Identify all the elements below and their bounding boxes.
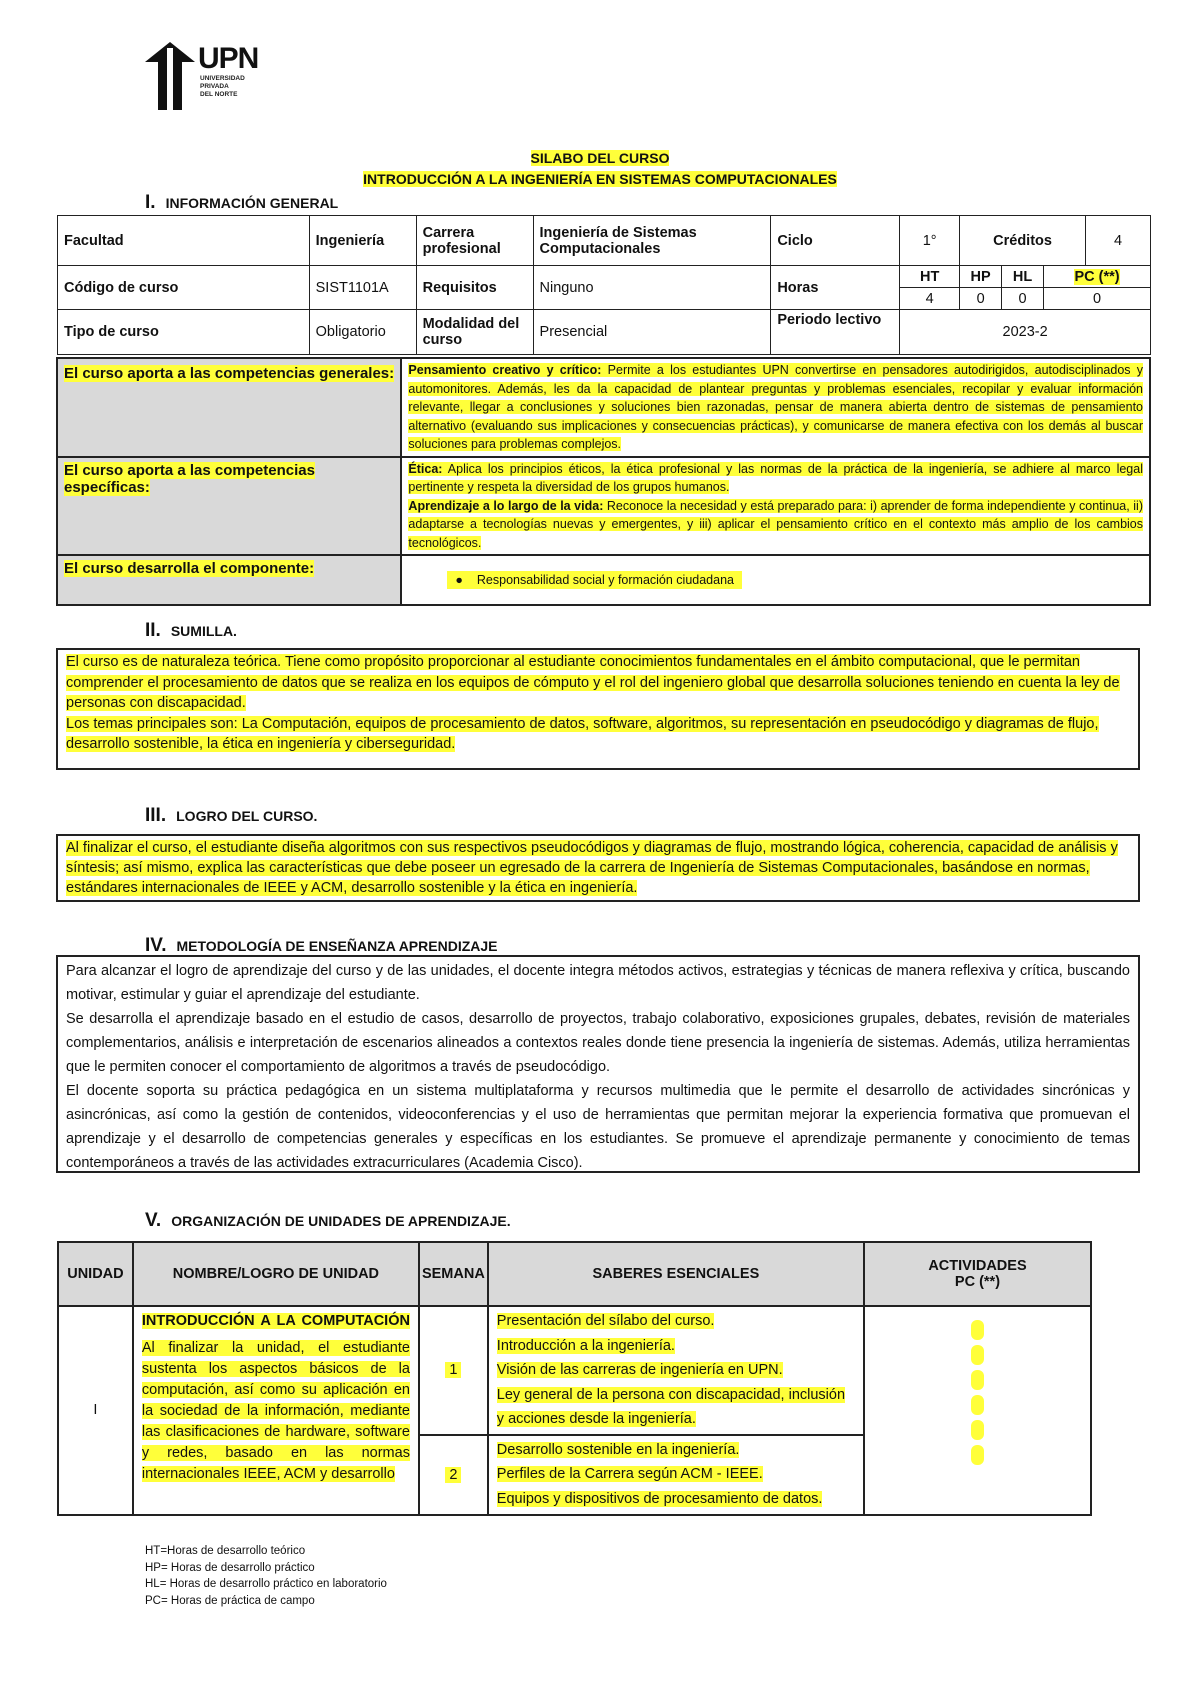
metodologia-paragraph-1: Para alcanzar el logro de aprendizaje del curso y de las unidades, el docente integra métodos activos, estrategias y técnicas de manera reflexiva y crítica, buscando motivar, estimular y guiar el aprendizaje del estudiante. <box>66 963 1130 1003</box>
metodologia-box <box>56 955 1140 1173</box>
saber-item: Ley general de la persona con discapacidad, inclusión y acciones desde la ingeniería. <box>496 1386 846 1427</box>
note-pc: PC= Horas de práctica de campo <box>145 1594 315 1607</box>
activity-marker <box>971 1370 984 1390</box>
week-2-saberes <box>488 1435 864 1515</box>
competencias-generales-text: Pensamiento creativo y crítico: Permite a los estudiantes UPN convertirse en pensadores autodirigidos, autodisciplinados y automonitores. Además, les da la capacidad de plantear preguntas y problemas esenciales, recopilar y evaluar información relevante, llegar a conclusiones y soluciones bien razonadas, pensar de manera abierta dentro de sistemas de pensamiento alternativo (evaluando sus implicaciones y consecuencias prácticas), y comunicarse de manera efectiva con los demás al buscar soluciones para problemas complejos. <box>401 358 1150 457</box>
unidades-table <box>57 1241 1092 1516</box>
bullet-icon: ● <box>455 573 463 587</box>
label-ht: HT <box>900 266 960 288</box>
label-facultad: Facultad <box>58 216 310 266</box>
unit-description <box>133 1306 419 1515</box>
upn-logo <box>145 42 280 110</box>
label-creditos: Créditos <box>960 216 1086 266</box>
section-3-heading: III. LOGRO DEL CURSO. <box>145 805 318 826</box>
note-ht: HT=Horas de desarrollo teórico <box>145 1545 306 1557</box>
componente-value: ● Responsabilidad social y formación ciudadana <box>401 555 1150 605</box>
label-hp: HP <box>960 266 1002 288</box>
value-ciclo: 1° <box>900 216 960 266</box>
value-codigo: SIST1101A <box>309 266 416 310</box>
label-horas: Horas <box>771 266 900 310</box>
actividades-cell <box>864 1306 1091 1515</box>
value-tipo: Obligatorio <box>309 310 416 355</box>
value-pc: 0 <box>1044 288 1151 310</box>
value-periodo: 2023-2 <box>900 310 1151 355</box>
value-carrera: Ingeniería de Sistemas Computacionales <box>533 216 771 266</box>
activity-marker <box>971 1420 984 1440</box>
label-periodo: Periodo lectivo <box>771 310 900 355</box>
course-title: INTRODUCCIÓN A LA INGENIERÍA EN SISTEMAS COMPUTACIONALES <box>363 171 837 187</box>
competencias-table <box>56 357 1151 606</box>
activity-marker <box>971 1320 984 1340</box>
sumilla-paragraph-2: Los temas principales son: La Computación, equipos de procesamiento de datos, software, algoritmos, su representación en pseudocódigo y diagramas de flujo, desarrollo sostenible, la ética en ingeniería y ciberseguridad. <box>66 715 1099 752</box>
saber-item: Equipos y dispositivos de procesamiento de datos. <box>496 1490 823 1507</box>
section-5-heading: V. ORGANIZACIÓN DE UNIDADES DE APRENDIZAJE. <box>145 1210 511 1231</box>
saber-item: Desarrollo sostenible en la ingeniería. <box>496 1441 740 1458</box>
logro-box <box>56 834 1140 902</box>
header-actividades: ACTIVIDADES PC (**) <box>864 1242 1091 1306</box>
logo-subtext: UNIVERSIDAD PRIVADA DEL NORTE <box>200 75 245 98</box>
label-competencias-especificas: El curso aporta a las competencias específicas: <box>57 457 401 556</box>
header-unidad: UNIDAD <box>58 1242 133 1306</box>
section-2-heading: II. SUMILLA. <box>145 620 237 641</box>
competencias-especificas-text: Ética: Aplica los principios éticos, la ética profesional y las normas de la práctica de la ingeniería, se adhiere al marco legal pertinente y respeta la diversidad de los grupos humanos. Aprendizaje a lo largo de la vida: Reconoce la necesidad y está preparado para: i) aprender de forma independiente y continua, ii) adaptarse a tecnologías nuevas y emergentes, y iii) aplicar el pensamiento crítico en el contexto más amplio de los cambios tecnológicos. <box>401 457 1150 556</box>
sumilla-box <box>56 648 1140 770</box>
syllabus-title: SILABO DEL CURSO <box>530 150 670 166</box>
header-saberes: SABERES ESENCIALES <box>488 1242 864 1306</box>
general-info-table <box>57 215 1151 355</box>
note-hp: HP= Horas de desarrollo práctico <box>145 1561 315 1574</box>
note-hl: HL= Horas de desarrollo práctico en laboratorio <box>145 1578 387 1590</box>
section-4-heading: IV. METODOLOGÍA DE ENSEÑANZA APRENDIZAJE <box>145 935 498 956</box>
header-semana: SEMANA <box>419 1242 488 1306</box>
activity-marker <box>971 1395 984 1415</box>
section-1-heading: I. INFORMACIÓN GENERAL <box>145 192 339 213</box>
value-ht: 4 <box>900 288 960 310</box>
label-tipo: Tipo de curso <box>58 310 310 355</box>
value-hp: 0 <box>960 288 1002 310</box>
label-codigo: Código de curso <box>58 266 310 310</box>
value-facultad: Ingeniería <box>309 216 416 266</box>
logo-arrow-icon <box>145 42 195 110</box>
label-modalidad: Modalidad del curso <box>416 310 533 355</box>
unit-number: I <box>58 1306 133 1515</box>
metodologia-paragraph-2: Se desarrolla el aprendizaje basado en el estudio de casos, desarrollo de proyectos, trabajo colaborativo, exposiciones grupales, debates, revisión de materiales complementarios, análisis e interpretación de escenarios alineados a contextos reales donde tiene presencia la ingeniería de sistemas. Además, utiliza herramientas que le permiten conocer el comportamiento de algoritmos a través de pseudocódigo. <box>66 1011 1130 1075</box>
week-1-saberes <box>488 1306 864 1435</box>
metodologia-paragraph-3: El docente soporta su práctica pedagógica en un sistema multiplataforma y recursos multimedia que le permite el desarrollo de actividades sincrónicas y asincrónicas, así como la gestión de contenidos, videoconferencias y el uso de herramientas que permitan mejorar la experiencia formativa que promuevan el aprendizaje y el desarrollo de competencias generales y específicas en los estudiantes. Se promueve el aprendizaje permanente y conocimiento de temas contemporáneos a través de las actividades extracurriculares (Academia Cisco). <box>66 1083 1130 1171</box>
label-componente: El curso desarrolla el componente: <box>57 555 401 605</box>
label-competencias-generales: El curso aporta a las competencias generales: <box>57 358 401 457</box>
footnotes <box>145 1543 387 1609</box>
value-creditos: 4 <box>1085 216 1150 266</box>
week-2: 2 <box>419 1435 488 1515</box>
activity-marker <box>971 1345 984 1365</box>
sumilla-paragraph-1: El curso es de naturaleza teórica. Tiene como propósito proporcionar al estudiante conocimientos fundamentales en el ámbito computacional, que le permitan comprender el procesamiento de datos que se realiza en los equipos de cómputo y el rol del ingeniero global que desarrolla soluciones teniendo en cuenta la ley de personas con discapacidad. <box>66 654 1120 711</box>
header-nombre: NOMBRE/LOGRO DE UNIDAD <box>133 1242 419 1306</box>
value-modalidad: Presencial <box>533 310 771 355</box>
unit-title: INTRODUCCIÓN A LA COMPUTACIÓN <box>141 1313 410 1329</box>
value-hl: 0 <box>1002 288 1044 310</box>
unit-text: Al finalizar la unidad, el estudiante sustenta los aspectos básicos de la computación, así como su aplicación en la sociedad de la información, mediante las clasificaciones de hardware, software y redes, basado en las normas internacionales IEEE, ACM y desarrollo <box>141 1340 410 1482</box>
logro-text: Al finalizar el curso, el estudiante diseña algoritmos con sus respectivos pseudocódigos y diagramas de flujo, mostrando lógica, coherencia, capacidad de análisis y síntesis; así mismo, explica las características que debe poseer un egresado de la carrera de Ingeniería de Sistemas Computacionales, basándose en normas, estándares internacionales de IEEE y ACM, desarrollo sostenible y la ética en ingeniería. <box>66 840 1118 896</box>
label-hl: HL <box>1002 266 1044 288</box>
saber-item: Visión de las carreras de ingeniería en UPN. <box>496 1362 783 1378</box>
value-requisitos: Ninguno <box>533 266 771 310</box>
saber-item: Introducción a la ingeniería. <box>496 1337 675 1354</box>
logo-text: UPN <box>198 42 259 75</box>
label-pc: PC (**) <box>1044 266 1151 288</box>
label-requisitos: Requisitos <box>416 266 533 310</box>
saber-item: Presentación del sílabo del curso. <box>496 1313 715 1329</box>
label-carrera: Carrera profesional <box>416 216 533 266</box>
label-ciclo: Ciclo <box>771 216 900 266</box>
saber-item: Perfiles de la Carrera según ACM - IEEE. <box>496 1466 763 1482</box>
week-1: 1 <box>419 1306 488 1435</box>
activity-marker <box>971 1445 984 1465</box>
